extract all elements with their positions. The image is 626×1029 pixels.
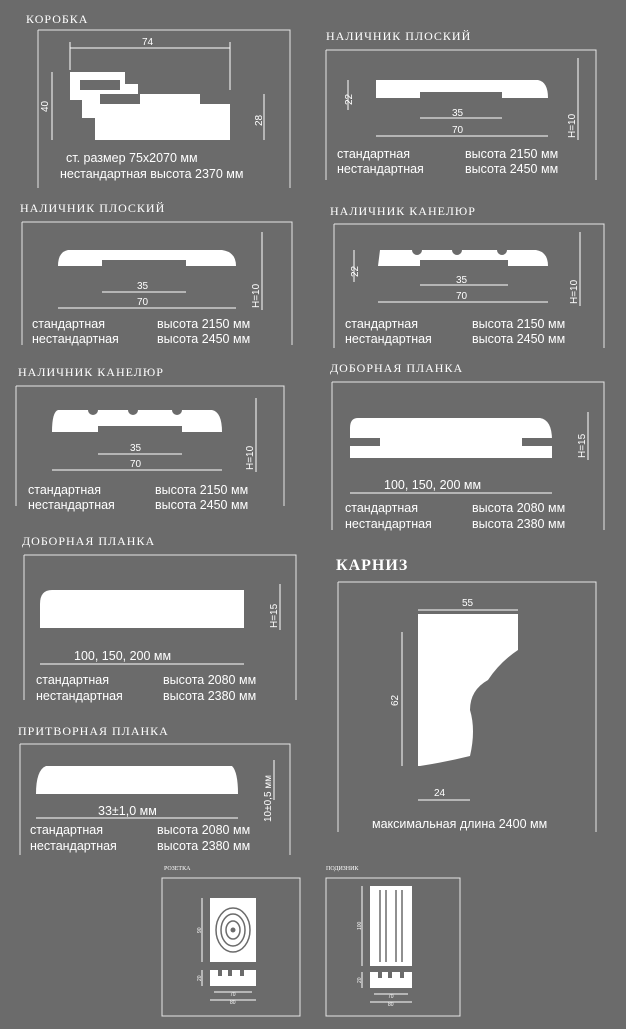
pritvor-width: 33±1,0 мм xyxy=(98,804,157,818)
nal-flat-left-h: H=10 xyxy=(251,283,262,308)
pritvor-nonstd-label: нестандартная xyxy=(30,839,117,853)
rozetka-title: РОЗЕТКА xyxy=(164,866,191,872)
pritvor-nonstd-value: высота 2380 мм xyxy=(157,839,251,853)
nal-kan-left-nonstd-value: высота 2450 мм xyxy=(155,498,249,512)
dobor-right-panel xyxy=(330,361,604,531)
ring-center xyxy=(231,928,236,933)
nal-kan-right-nonstd-value: высота 2450 мм xyxy=(472,332,566,346)
dobor-left-title: ДОБОРНАЯ ПЛАНКА xyxy=(22,534,156,548)
korobka-title: КОРОБКА xyxy=(26,12,89,26)
nal-flat-left-std-label: стандартная xyxy=(32,317,105,331)
nal-kan-right-inner: 35 xyxy=(456,275,468,286)
korobka-rebate xyxy=(200,94,230,104)
nal-kan-left-title: НАЛИЧНИК КАНЕЛЮР xyxy=(18,365,164,379)
nal-kan-right-h: H=10 xyxy=(569,279,580,304)
dobor-right-std-value: высота 2080 мм xyxy=(472,501,566,515)
korobka-panel xyxy=(26,12,290,188)
karniz-title: КАРНИЗ xyxy=(336,557,409,574)
podvetnik-t: 20 xyxy=(357,977,363,983)
dobor-left-nonstd-label: нестандартная xyxy=(36,689,123,703)
nal-kan-right-width: 70 xyxy=(456,291,468,302)
korobka-slot xyxy=(80,80,120,90)
dobor-left-nonstd-value: высота 2380 мм xyxy=(163,689,257,703)
dobor-right-h: H=15 xyxy=(577,433,588,458)
korobka-width-dim: 74 xyxy=(142,37,154,48)
pritvor-std-label: стандартная xyxy=(30,823,103,837)
nal-flat-left-width: 70 xyxy=(137,297,149,308)
korobka-rebate-dim: 28 xyxy=(254,114,265,126)
karniz-note: максимальная длина 2400 мм xyxy=(372,817,548,831)
nal-flat-right-std-label: стандартная xyxy=(337,147,410,161)
nal-flat-left-std-value: высота 2150 мм xyxy=(157,317,251,331)
podvetnik-w2: 80 xyxy=(388,1002,394,1008)
nal-flat-right-h: H=10 xyxy=(567,113,578,138)
korobka-slot-2 xyxy=(100,94,140,104)
dobor-right-groove xyxy=(522,438,552,446)
podvetnik-block xyxy=(370,886,412,966)
karniz-profile xyxy=(418,614,518,766)
dobor-left-panel xyxy=(22,534,296,703)
dobor-right-nonstd-value: высота 2380 мм xyxy=(472,517,566,531)
nal-kan-right-std-label: стандартная xyxy=(345,317,418,331)
nal-kan-right-title: НАЛИЧНИК КАНЕЛЮР xyxy=(330,204,476,218)
dobor-left-std-value: высота 2080 мм xyxy=(163,673,257,687)
nal-kan-right-profile xyxy=(378,250,548,266)
podvetnik-panel xyxy=(326,866,460,1016)
dobor-right-width: 100, 150, 200 мм xyxy=(384,478,482,492)
nal-kan-left-panel xyxy=(16,365,284,512)
nal-flat-right-width: 70 xyxy=(452,125,464,136)
nal-kan-right-thick: 22 xyxy=(350,265,361,277)
nal-flat-left-nonstd-label: нестандартная xyxy=(32,332,119,346)
karniz-top-dim: 55 xyxy=(462,598,474,609)
nal-kan-left-profile xyxy=(52,410,222,432)
rozetka-w2: 80 xyxy=(230,1000,236,1006)
nal-flat-left-nonstd-value: высота 2450 мм xyxy=(157,332,251,346)
rozetka-rings xyxy=(216,908,250,952)
nal-flat-left-panel xyxy=(20,201,292,346)
korobka-height-dim: 40 xyxy=(40,100,51,112)
pritvor-std-value: высота 2080 мм xyxy=(157,823,251,837)
dobor-left-std-label: стандартная xyxy=(36,673,109,687)
nal-kan-right-std-value: высота 2150 мм xyxy=(472,317,566,331)
nal-flat-right-std-value: высота 2150 мм xyxy=(465,147,559,161)
nal-flat-right-panel xyxy=(326,29,596,180)
dobor-right-nonstd-label: нестандартная xyxy=(345,517,432,531)
nal-flat-right-thick: 22 xyxy=(344,93,355,105)
nal-kan-left-h: H=10 xyxy=(245,445,256,470)
karniz-height-dim: 62 xyxy=(390,694,401,706)
dobor-left-profile xyxy=(40,590,244,628)
pritvor-panel xyxy=(18,724,290,855)
pritvor-profile xyxy=(36,766,238,794)
rozetka-side-profile xyxy=(210,970,256,986)
nal-flat-left-title: НАЛИЧНИК ПЛОСКИЙ xyxy=(20,201,166,215)
pritvor-title: ПРИТВОРНАЯ ПЛАНКА xyxy=(18,724,169,738)
nal-kan-right-nonstd-label: нестандартная xyxy=(345,332,432,346)
podvetnik-title: ПОДИЗНИК xyxy=(326,866,359,872)
dobor-right-profile xyxy=(350,418,552,458)
rozetka-h: 90 xyxy=(197,927,203,933)
dobor-right-title: ДОБОРНАЯ ПЛАНКА xyxy=(330,361,464,375)
podvetnik-side-profile xyxy=(370,972,412,988)
podvetnik-h: 100 xyxy=(357,921,363,930)
nal-kan-left-inner: 35 xyxy=(130,443,142,454)
korobka-note-2: нестандартная высота 2370 мм xyxy=(60,167,244,181)
dobor-right-std-label: стандартная xyxy=(345,501,418,515)
nal-flat-right-nonstd-value: высота 2450 мм xyxy=(465,162,559,176)
nal-flat-left-profile xyxy=(58,250,236,266)
nal-kan-right-panel xyxy=(330,204,604,348)
karniz-bottom-dim: 24 xyxy=(434,788,446,799)
rozetka-panel xyxy=(162,866,300,1016)
nal-flat-right-title: НАЛИЧНИК ПЛОСКИЙ xyxy=(326,29,472,43)
nal-flat-right-inner: 35 xyxy=(452,108,464,119)
pritvor-h: 10±0,5 мм xyxy=(263,774,274,822)
nal-kan-left-width: 70 xyxy=(130,459,142,470)
rozetka-w1: 70 xyxy=(230,992,236,998)
nal-kan-left-nonstd-label: нестандартная xyxy=(28,498,115,512)
nal-kan-left-std-label: стандартная xyxy=(28,483,101,497)
korobka-note-1: ст. размер 75x2070 мм xyxy=(66,151,198,165)
dobor-left-h: H=15 xyxy=(269,603,280,628)
nal-flat-right-profile xyxy=(376,80,548,98)
nal-kan-left-std-value: высота 2150 мм xyxy=(155,483,249,497)
dobor-left-width: 100, 150, 200 мм xyxy=(74,649,172,663)
rozetka-t: 20 xyxy=(197,975,203,981)
podvetnik-w1: 70 xyxy=(388,994,394,1000)
nal-flat-right-nonstd-label: нестандартная xyxy=(337,162,424,176)
karniz-panel xyxy=(336,557,596,832)
nal-flat-left-inner: 35 xyxy=(137,281,149,292)
